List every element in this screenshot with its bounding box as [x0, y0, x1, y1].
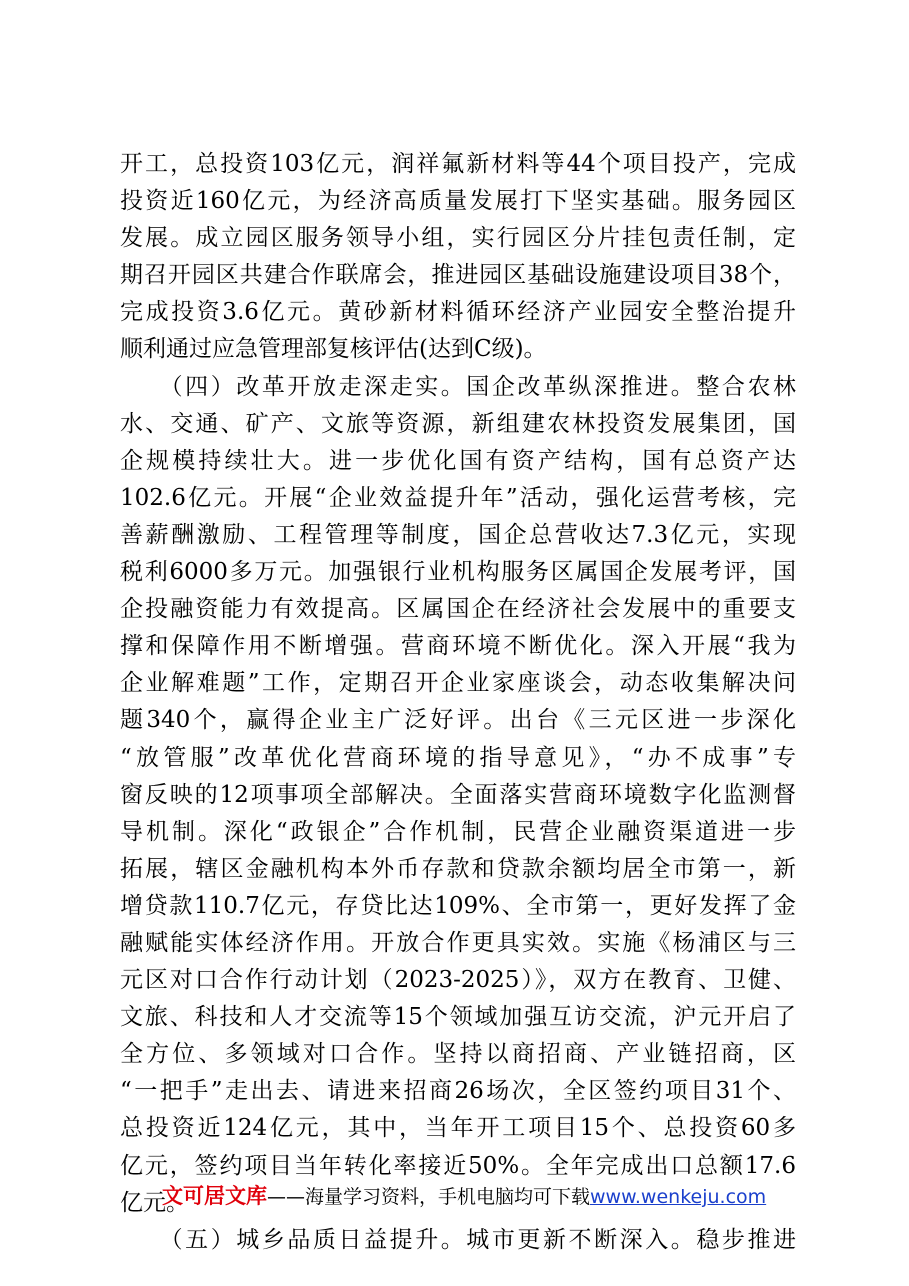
text-line: 窗反映的12项事项全部解决。全面落实营商环境数字化监测督: [120, 781, 796, 808]
text-line: 全方位、多领域对口合作。坚持以商招商、产业链招商，区: [120, 1041, 796, 1068]
text-line: 顺利通过应急管理部复核评估(达到C级)。: [120, 336, 547, 363]
footer-brand: 文可居文库: [162, 1184, 267, 1208]
text-line: 亿元，签约项目当年转化率接近50%。全年完成出口总额17.6: [120, 1152, 796, 1179]
text-line: “放管服”改革优化营商环境的指导意见》，“办不成事”专: [120, 744, 796, 771]
text-line: 完成投资3.6亿元。黄砂新材料循环经济产业园安全整治提升: [120, 299, 796, 326]
text-line: 开工，总投资103亿元，润祥氟新材料等44个项目投产，完成: [120, 151, 796, 177]
text-line: （四）改革开放走深走实。国企改革纵深推进。整合农林: [120, 373, 796, 400]
text-line: 导机制。深化“政银企”合作机制，民营企业融资渠道进一步: [120, 818, 796, 845]
text-line: 投资近160亿元，为经济高质量发展打下坚实基础。服务园区: [120, 188, 796, 215]
text-line: 文旅、科技和人才交流等15个领域加强互访交流，沪元开启了: [120, 1004, 796, 1031]
text-line: 拓展，辖区金融机构本外币存款和贷款余额均居全市第一，新: [120, 855, 796, 882]
document-body: [120, 146, 796, 1259]
text-line: 总投资近124亿元，其中，当年开工项目15个、总投资60多: [120, 1115, 796, 1142]
text-line: 水、交通、矿产、文旅等资源，新组建农林投资发展集团，国: [120, 410, 796, 437]
text-line: 企投融资能力有效提高。区属国企在经济社会发展中的重要支: [120, 596, 796, 623]
text-line: 撑和保障作用不断增强。营商环境不断优化。深入开展“我为: [120, 633, 796, 660]
text-line: 增贷款110.7亿元，存贷比达109%、全市第一，更好发挥了金: [120, 892, 796, 919]
text-line: 税利6000多万元。加强银行业机构服务区属国企发展考评，国: [120, 559, 796, 586]
text-line: 102.6亿元。开展“企业效益提升年”活动，强化运营考核，完: [120, 484, 796, 511]
text-line: 发展。成立园区服务领导小组，实行园区分片挂包责任制，定: [120, 225, 796, 252]
text-line: （五）城乡品质日益提升。城市更新不断深入。稳步推进: [120, 1226, 796, 1253]
text-line: 亿元。: [120, 1189, 189, 1216]
text-line: 企业解难题”工作，定期召开企业家座谈会，动态收集解决问: [120, 670, 796, 697]
footer-banner: [162, 1176, 782, 1217]
text-line: 期召开园区共建合作联席会，推进园区基础设施建设项目38个，: [120, 262, 796, 289]
text-line: 企规模持续壮大。进一步优化国有资产结构，国有总资产达: [120, 447, 796, 474]
footer-tagline: ——海量学习资料，手机电脑均可下载: [267, 1186, 591, 1208]
text-line: “一把手”走出去、请进来招商26场次，全区签约项目31个、: [120, 1078, 796, 1105]
text-line: 善薪酬激励、工程管理等制度，国企总营收达7.3亿元，实现: [120, 521, 796, 548]
text-line: 融赋能实体经济作用。开放合作更具实效。实施《杨浦区与三: [120, 929, 796, 956]
footer-url-link[interactable]: www.wenkeju.com: [590, 1186, 767, 1208]
text-line: 题340个，赢得企业主广泛好评。出台《三元区进一步深化: [120, 707, 796, 734]
text-line: 元区对口合作行动计划（2023-2025）》，双方在教育、卫健、: [120, 967, 796, 994]
